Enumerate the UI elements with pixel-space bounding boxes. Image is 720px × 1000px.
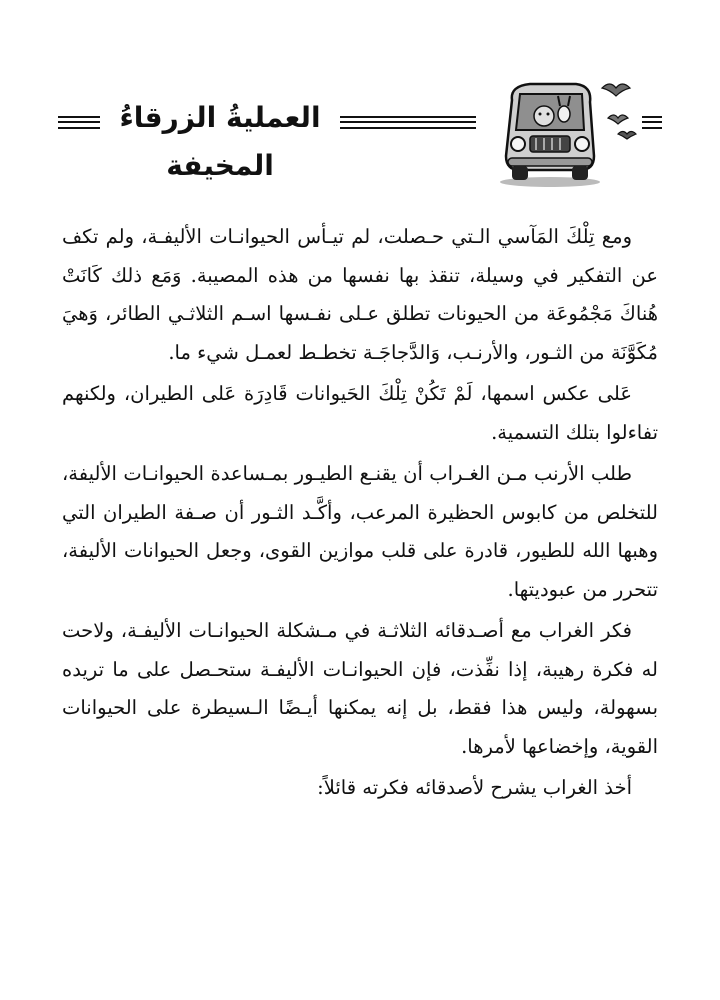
paragraph: أخذ الغراب يشرح لأصدقائه فكرته قائلاً: bbox=[317, 776, 632, 799]
paragraph: طلب الأرنب مـن الغـراب أن يقنـع الطيـور بمـساعدة الحيوانـات الأليفة، للتخلص من كابوس الحظيرة المرعب، وأكَّـد الثـور أن صـفة الطيران التي وهبها الله للطيور، قادرة على قلب موازين القوى، وجعل الحيوانات الأليفة، تتحرر من عبوديتها. bbox=[62, 462, 658, 601]
paragraph: فكر الغراب مع أصـدقائه الثلاثـة في مـشكلة الحيوانـات الأليفـة، ولاحت له فكرة رهيبة، إذا نفِّذت، فإن الحيوانـات الأليفـة ستحـصل على ما تريده بسهولة، وليس هذا فقط، بل إنه يمكنها أيـضًا الـسيطرة على الحيوانات القوية، وإخضاعها لأمرها. bbox=[62, 619, 658, 758]
paragraph: ومع تِلْكَ المَآسي الـتي حـصلت، لم تيـأس الحيوانـات الأليفـة، ولم تكف عن التفكير في وسيلة، تنقذ بها نفسها من هذه المصيبة. وَمَع ذلك كَانَتْ هُناكَ مَجْمُوعَة من الحيونات تطلق عـلى نفـسها اسـم الثلاثـي الطائر، وَهيَ مُكَوَّنَة من الثـور، والأرنـب، وَالدَّجاجَـة تخطـط لعمـل شيء ما. bbox=[62, 225, 658, 364]
chapter-title: العمليةُ الزرقاءُ المخيفة bbox=[119, 101, 321, 182]
car-with-animals-icon bbox=[490, 70, 640, 190]
paragraph: عَلى عكس اسمها، لَمْ تَكُنْ تِلْكَ الحَيوانات قَادِرَة عَلى الطيران، ولكنهم تفاءلوا بتلك التسمية. bbox=[62, 382, 658, 444]
page-header bbox=[40, 60, 680, 190]
header-rule-right bbox=[642, 116, 662, 129]
body-text bbox=[62, 218, 658, 808]
header-rule-left bbox=[58, 116, 100, 129]
header-rule-middle bbox=[340, 116, 476, 129]
